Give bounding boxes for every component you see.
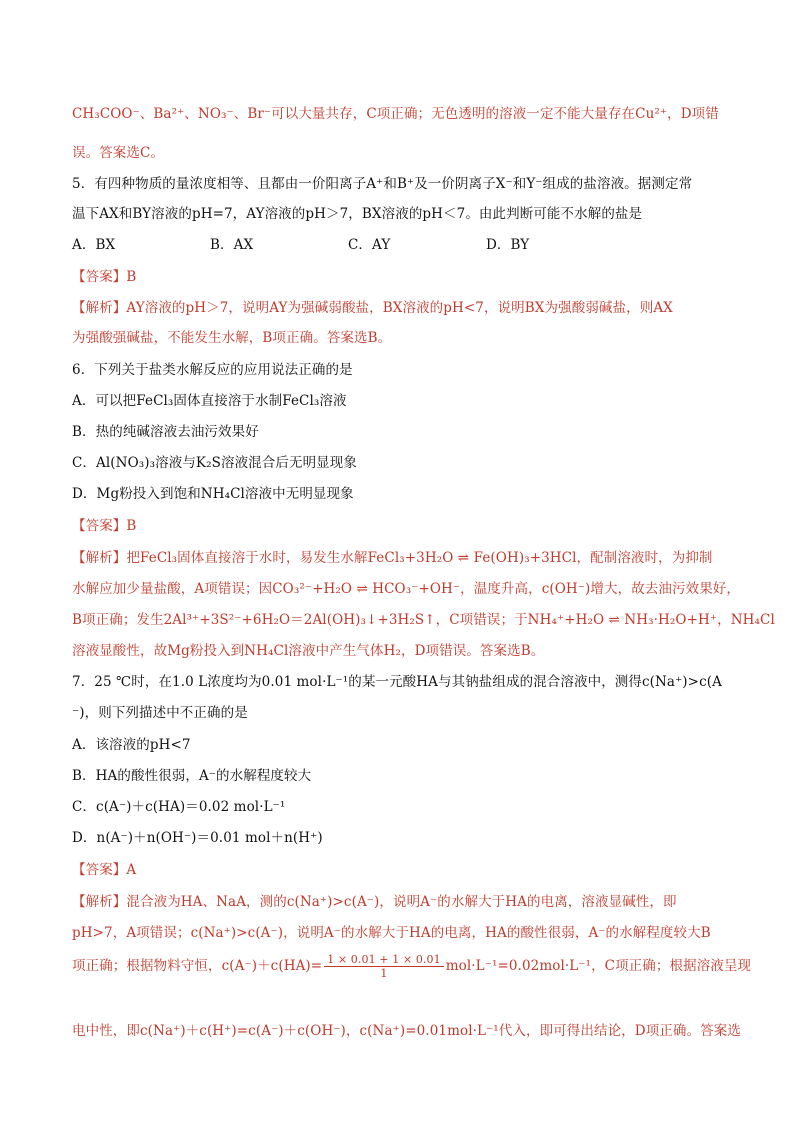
answer-tag: 【答案】: [72, 518, 127, 534]
q7-option-a: A．该溶液的pH<7: [72, 737, 191, 753]
q7-answer: [72, 860, 734, 880]
answer-value: B: [126, 518, 137, 534]
q7-option-c: C．c(A⁻)＋c(HA)＝0.02 mol·L⁻¹: [72, 799, 286, 815]
q6-analysis-line-3: B项正确；发生2Al³⁺+3S²⁻+6H₂O＝2Al(OH)₃↓+3H₂S↑，C项错误；于NH₄⁺+H₂O ⇌ NH₃·H₂O+H⁺，NH₄Cl: [72, 612, 775, 628]
q7-stem-line-2: ⁻)，则下列描述中不正确的是: [72, 705, 248, 721]
q6-analysis-line-2: 水解应加少量盐酸，A项错误；因CO₃²⁻+H₂O ⇌ HCO₃⁻+OH⁻，温度升高，c(OH⁻)增大，故去油污效果好，: [72, 581, 740, 597]
q5-stem-line-2: 温下AX和BY溶液的pH=7，AY溶液的pH＞7，BX溶液的pH＜7。由此判断可能不水解的盐是: [72, 206, 643, 222]
q6-analysis-line-1: [72, 548, 734, 568]
fraction: [324, 953, 444, 980]
fraction-denominator: 1: [380, 967, 388, 980]
intro-line-2: 误。答案选C。: [72, 145, 165, 161]
q5-stem-line-1: 5．有四种物质的量浓度相等、且都由一价阳离子A⁺和B⁺及一价阴离子X⁻和Y⁻组成的盐溶液。据测定常: [72, 176, 693, 192]
analysis-text: 把FeCl₃固体直接溶于水时，易发生水解FeCl₃+3H₂O ⇌ Fe(OH)₃+3HCl，配制溶液时，为抑制: [126, 550, 713, 566]
q5-analysis-line-2: 为强酸强碱盐，不能发生水解，B项正确。答案选B。: [72, 330, 392, 346]
answer-tag: 【答案】: [72, 862, 127, 878]
q6-stem: 6．下列关于盐类水解反应的应用说法正确的是: [72, 362, 353, 378]
q6-option-a: A．可以把FeCl₃固体直接溶于水制FeCl₃溶液: [72, 393, 347, 409]
q5-answer: [72, 267, 734, 287]
analysis-text: AY溶液的pH＞7，说明AY为强碱弱酸盐，BX溶液的pH<7，说明BX为强酸弱碱盐，则AX: [126, 300, 673, 316]
q6-analysis-line-4: 溶液显酸性，故Mg粉投入到NH₄Cl溶液中产生气体H₂，D项错误。答案选B。: [72, 643, 545, 659]
q7-analysis-line-1: [72, 892, 734, 912]
q6-option-c: C．Al(NO₃)₃溶液与K₂S溶液混合后无明显现象: [72, 455, 357, 471]
analysis-text: 混合液为HA、NaA，测的c(Na⁺)>c(A⁻)，说明A⁻的水解大于HA的电离，溶液显碱性，即: [126, 894, 677, 910]
analysis-tag: 【解析】: [72, 894, 127, 910]
q7-analysis-line-2: pH>7，A项错误；c(Na⁺)>c(A⁻)，说明A⁻的水解大于HA的电离，HA的酸性很弱，A⁻的水解程度较大B: [72, 925, 711, 941]
q5-analysis-line-1: [72, 298, 734, 318]
intro-line-1: CH₃COO⁻、Ba²⁺、NO₃⁻、Br⁻可以大量共存，C项正确；无色透明的溶液一定不能大量存在Cu²⁺，D项错: [72, 106, 719, 122]
q7-option-d: D．n(A⁻)＋n(OH⁻)＝0.01 mol＋n(H⁺): [72, 830, 323, 846]
answer-value: B: [126, 269, 137, 285]
q5-option-d: D．BY: [486, 237, 530, 253]
q6-option-b: B．热的纯碱溶液去油污效果好: [72, 424, 259, 440]
q7-option-b: B．HA的酸性很弱，A⁻的水解程度较大: [72, 768, 312, 784]
analysis-text-pre: 项正确；根据物料守恒，c(A⁻)＋c(HA)=: [72, 958, 323, 974]
q5-option-a: A．BX: [72, 237, 116, 253]
q5-option-b: B．AX: [210, 237, 254, 253]
analysis-text-post: mol·L⁻¹=0.02mol·L⁻¹，C项正确；根据溶液呈现: [445, 958, 752, 974]
fraction-numerator: 1 × 0.01 + 1 × 0.01: [324, 953, 444, 967]
q7-analysis-line-3: [72, 953, 752, 980]
q6-option-d: D．Mg粉投入到饱和NH₄Cl溶液中无明显现象: [72, 486, 354, 502]
analysis-tag: 【解析】: [72, 300, 127, 316]
q7-analysis-line-4: 电中性，即c(Na⁺)＋c(H⁺)=c(A⁻)＋c(OH⁻)，c(Na⁺)=0.01mol·L⁻¹代入，即可得出结论，D项正确。答案选: [72, 1023, 741, 1039]
q6-answer: [72, 516, 734, 536]
analysis-tag: 【解析】: [72, 550, 127, 566]
answer-value: A: [126, 862, 137, 878]
answer-tag: 【答案】: [72, 269, 127, 285]
q5-option-c: C．AY: [348, 237, 391, 253]
q7-stem-line-1: 7．25 ℃时，在1.0 L浓度均为0.01 mol·L⁻¹的某一元酸HA与其钠盐组成的混合溶液中，测得c(Na⁺)>c(A: [72, 674, 722, 690]
